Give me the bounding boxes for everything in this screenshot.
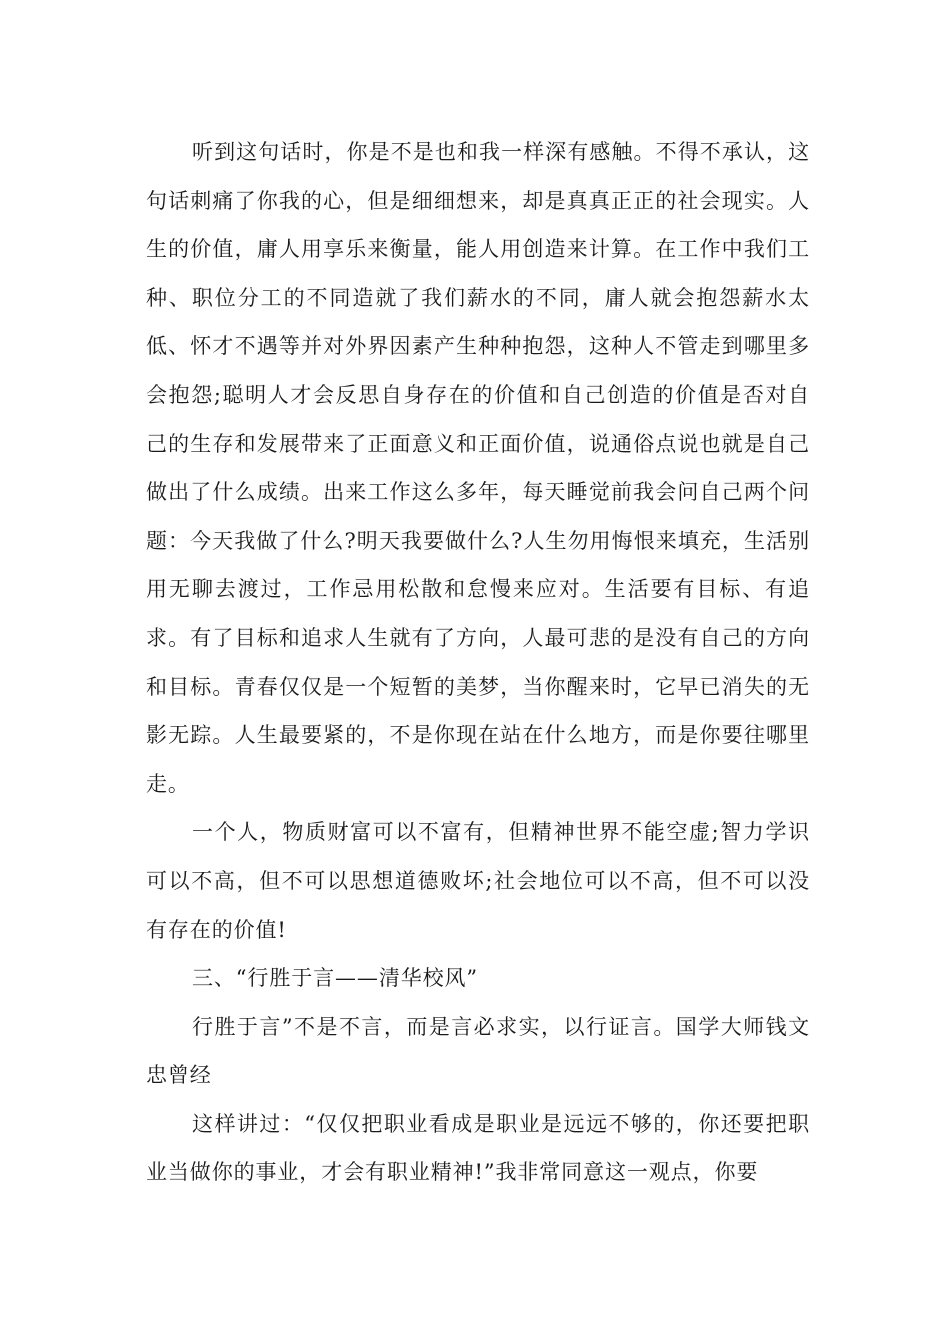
paragraph-3: 行胜于言”不是不言，而是言必求实，以行证言。国学大师钱文忠曾经 — [146, 1014, 810, 1088]
paragraph-4: 这样讲过：“仅仅把职业看成是职业是远远不够的，你还要把职业当做你的事业，才会有职业精神!”我非常同意这一观点，你要 — [146, 1111, 810, 1185]
section-heading: 三、“行胜于言——清华校风” — [192, 966, 479, 991]
document-body — [146, 128, 810, 1197]
paragraph-2: 一个人，物质财富可以不富有，但精神世界不能空虚;智力学识可以不高，但不可以思想道德败坏;社会地位可以不高，但不可以没有存在的价值! — [146, 820, 810, 942]
paragraph-1: 听到这句话时，你是不是也和我一样深有感触。不得不承认，这句话刺痛了你我的心，但是细细想来，却是真真正正的社会现实。人生的价值，庸人用享乐来衡量，能人用创造来计算。在工作中我们工种、职位分工的不同造就了我们薪水的不同，庸人就会抱怨薪水太低、怀才不遇等并对外界因素产生种种抱怨，这种人不管走到哪里多会抱怨;聪明人才会反思自身存在的价值和自己创造的价值是否对自己的生存和发展带来了正面意义和正面价值，说通俗点说也就是自己做出了什么成绩。出来工作这么多年，每天睡觉前我会问自己两个问题：今天我做了什么?明天我要做什么?人生勿用悔恨来填充，生活别用无聊去渡过，工作忌用松散和怠慢来应对。生活要有目标、有追求。有了目标和追求人生就有了方向，人最可悲的是没有自己的方向和目标。青春仅仅是一个短暂的美梦，当你醒来时，它早已消失的无影无踪。人生最要紧的，不是你现在站在什么地方，而是你要往哪里走。 — [146, 140, 810, 796]
